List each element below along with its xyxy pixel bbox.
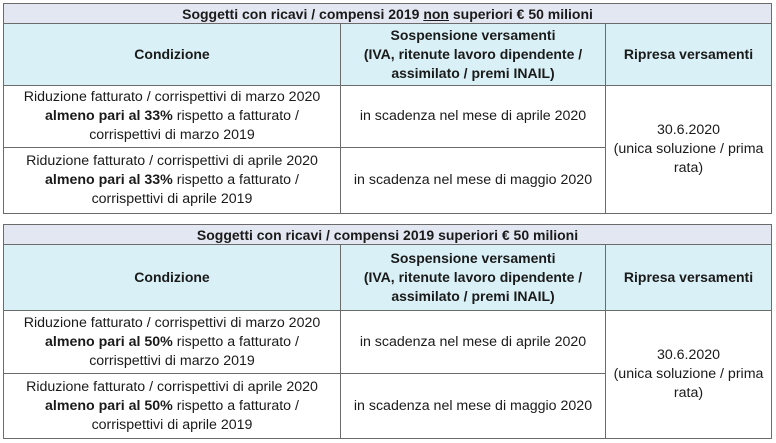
table-large-companies — [3, 224, 772, 439]
cond-threshold: almeno pari al 33% — [45, 172, 173, 188]
cond-text: Riduzione fatturato / corrispettivi di aprile 2020 — [26, 153, 318, 169]
cond-text-end: rispetto a fatturato / corrispettivi di marzo 2019 — [89, 108, 299, 143]
cell-sospensione: in scadenza nel mese di aprile 2020 — [341, 86, 606, 148]
cell-condizione — [4, 148, 341, 214]
header-sospensione-detail: (IVA, ritenute lavoro dipendente / assimilato / premi INAIL) — [363, 269, 583, 304]
ripresa-note: (unica soluzione / prima rata) — [613, 141, 764, 176]
ripresa-date: 30.6.2020 — [656, 122, 721, 138]
header-sospensione-title: Sospensione versamenti — [390, 250, 556, 266]
cell-sospensione: in scadenza nel mese di maggio 2020 — [341, 148, 606, 214]
cond-threshold: almeno pari al 33% — [45, 108, 173, 124]
cond-text-end: rispetto a fatturato / corrispettivi di aprile 2019 — [91, 172, 299, 207]
cond-text: Riduzione fatturato / corrispettivi di marzo 2020 — [23, 89, 321, 105]
cell-condizione — [4, 86, 341, 148]
table-title: Soggetti con ricavi / compensi 2019 superiori € 50 milioni — [4, 225, 772, 245]
cond-text-end: rispetto a fatturato / corrispettivi di aprile 2019 — [91, 397, 299, 433]
cell-condizione — [4, 374, 341, 439]
cell-sospensione: in scadenza nel mese di maggio 2020 — [341, 374, 606, 439]
title-emphasis: non — [423, 5, 449, 22]
header-sospensione-title: Sospensione versamenti — [390, 27, 556, 43]
cell-ripresa — [606, 86, 772, 214]
header-sospensione-detail: (IVA, ritenute lavoro dipendente / assimilato / premi INAIL) — [363, 46, 583, 81]
table-title — [4, 4, 772, 24]
header-ripresa: Ripresa versamenti — [606, 245, 772, 311]
header-ripresa: Ripresa versamenti — [606, 24, 772, 86]
title-text: Soggetti con ricavi / compensi 2019 — [182, 5, 424, 22]
ripresa-note: (unica soluzione / prima rata) — [613, 366, 764, 401]
title-text-end: superiori € 50 milioni — [448, 5, 593, 22]
header-condizione: Condizione — [4, 24, 341, 86]
header-condizione: Condizione — [4, 245, 341, 311]
table-small-companies — [3, 3, 772, 214]
header-sospensione — [341, 245, 606, 311]
cond-text-end: rispetto a fatturato / corrispettivi di marzo 2019 — [89, 333, 299, 369]
cell-ripresa — [606, 311, 772, 439]
header-sospensione — [341, 24, 606, 86]
cond-threshold: almeno pari al 50% — [45, 333, 173, 350]
cond-text: Riduzione fatturato / corrispettivi di marzo 2020 — [23, 314, 321, 331]
cond-text: Riduzione fatturato / corrispettivi di aprile 2020 — [26, 378, 318, 395]
cell-sospensione: in scadenza nel mese di aprile 2020 — [341, 311, 606, 374]
ripresa-date: 30.6.2020 — [656, 347, 721, 363]
cond-threshold: almeno pari al 50% — [45, 397, 173, 414]
cell-condizione — [4, 311, 341, 374]
